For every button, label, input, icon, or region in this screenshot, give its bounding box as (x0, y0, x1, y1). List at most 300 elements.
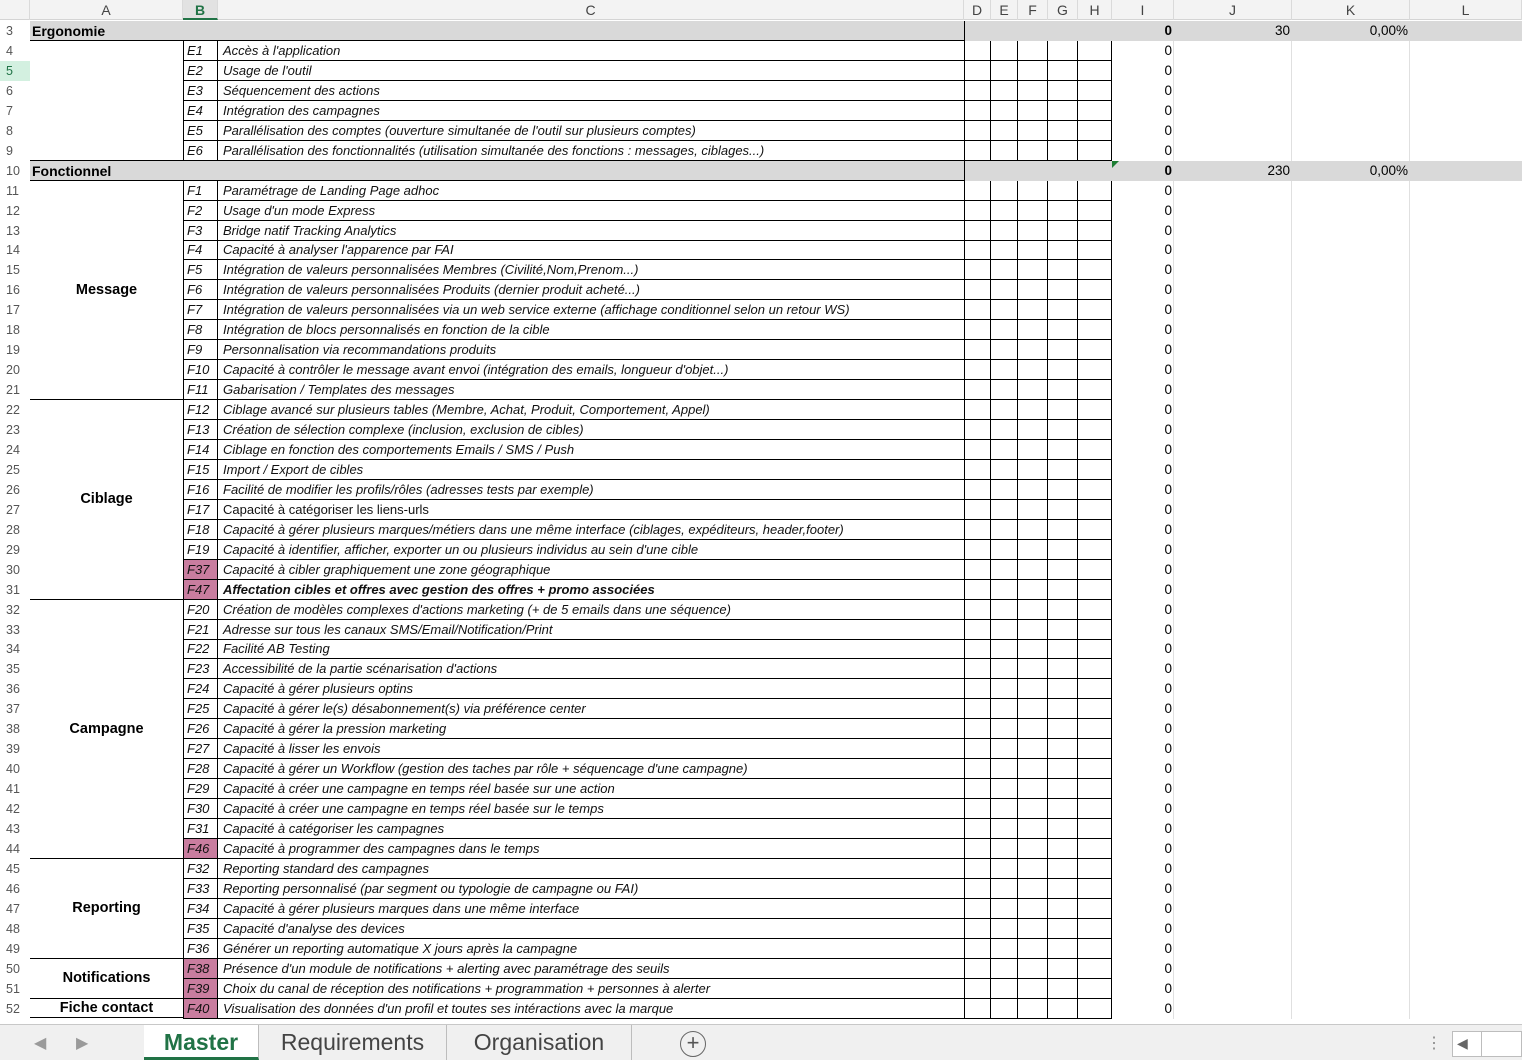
score-cell-g[interactable] (1048, 839, 1078, 859)
score-cell-g[interactable] (1048, 41, 1078, 61)
score-cell-d[interactable] (964, 679, 991, 699)
criteria-code[interactable]: F1 (183, 181, 218, 201)
score-cell-e[interactable] (991, 360, 1018, 380)
criteria-code[interactable]: F11 (183, 380, 218, 400)
score-cell-f[interactable] (1018, 280, 1048, 300)
score-cell-d[interactable] (964, 480, 991, 500)
row-number[interactable]: 35 (0, 659, 30, 679)
criteria-description[interactable]: Capacité à identifier, afficher, exporter un ou plusieurs individus au sein d'une cible (218, 540, 964, 560)
score-cell-e[interactable] (991, 121, 1018, 141)
score-cell-f[interactable] (1018, 460, 1048, 480)
score-cell-e[interactable] (991, 280, 1018, 300)
criteria-description[interactable]: Capacité à gérer la pression marketing (218, 719, 964, 739)
row-number[interactable]: 51 (0, 979, 30, 999)
criteria-description[interactable]: Usage d'un mode Express (218, 201, 964, 221)
score-cell-d[interactable] (964, 380, 991, 400)
score-cell-d[interactable] (964, 839, 991, 859)
score-cell-f[interactable] (1018, 939, 1048, 959)
criteria-score[interactable]: 0 (1164, 940, 1172, 956)
criteria-code[interactable]: F47 (183, 580, 218, 600)
score-cell-h[interactable] (1078, 699, 1112, 719)
score-cell-h[interactable] (1078, 580, 1112, 600)
criteria-score[interactable]: 0 (1164, 102, 1172, 118)
score-cell-d[interactable] (964, 540, 991, 560)
row-number[interactable]: 48 (0, 919, 30, 939)
category-group-cell[interactable]: Message (30, 181, 183, 400)
score-cell-f[interactable] (1018, 520, 1048, 540)
score-cell-h[interactable] (1078, 300, 1112, 320)
criteria-code[interactable]: E4 (183, 101, 218, 121)
score-cell-g[interactable] (1048, 280, 1078, 300)
score-cell-f[interactable] (1018, 181, 1048, 201)
score-cell-d[interactable] (964, 939, 991, 959)
score-cell-g[interactable] (1048, 799, 1078, 819)
score-cell-f[interactable] (1018, 540, 1048, 560)
score-cell-f[interactable] (1018, 719, 1048, 739)
criteria-score[interactable]: 0 (1164, 322, 1172, 338)
score-cell-g[interactable] (1048, 181, 1078, 201)
score-cell-d[interactable] (964, 121, 991, 141)
criteria-code[interactable]: F10 (183, 360, 218, 380)
criteria-code[interactable]: F30 (183, 799, 218, 819)
score-cell-f[interactable] (1018, 61, 1048, 81)
score-cell-e[interactable] (991, 839, 1018, 859)
more-options-icon[interactable]: ⋮ (1426, 1035, 1442, 1052)
category-group-cell[interactable]: Campagne (30, 600, 183, 859)
score-cell-h[interactable] (1078, 939, 1112, 959)
criteria-code[interactable]: F29 (183, 779, 218, 799)
score-cell-d[interactable] (964, 979, 991, 999)
score-cell-e[interactable] (991, 240, 1018, 260)
score-cell-e[interactable] (991, 340, 1018, 360)
score-cell-d[interactable] (964, 280, 991, 300)
criteria-code[interactable]: F14 (183, 440, 218, 460)
score-cell-f[interactable] (1018, 121, 1048, 141)
score-cell-h[interactable] (1078, 41, 1112, 61)
criteria-description[interactable]: Intégration de valeurs personnalisées Produits (dernier produit acheté...) (218, 280, 964, 300)
criteria-score[interactable]: 0 (1164, 920, 1172, 936)
score-cell-e[interactable] (991, 81, 1018, 101)
score-cell-g[interactable] (1048, 639, 1078, 659)
score-cell-g[interactable] (1048, 480, 1078, 500)
criteria-description[interactable]: Capacité à cibler graphiquement une zone géographique (218, 560, 964, 580)
criteria-description[interactable]: Ciblage en fonction des comportements Emails / SMS / Push (218, 440, 964, 460)
score-cell-g[interactable] (1048, 659, 1078, 679)
criteria-description[interactable]: Bridge natif Tracking Analytics (218, 221, 964, 241)
score-cell-h[interactable] (1078, 81, 1112, 101)
score-cell-e[interactable] (991, 141, 1018, 161)
score-cell-g[interactable] (1048, 500, 1078, 520)
score-cell-h[interactable] (1078, 639, 1112, 659)
criteria-description[interactable]: Capacité à analyser l'apparence par FAI (218, 240, 964, 260)
row-number[interactable]: 10 (0, 161, 30, 181)
score-cell-h[interactable] (1078, 999, 1112, 1019)
score-cell-f[interactable] (1018, 101, 1048, 121)
score-cell-f[interactable] (1018, 400, 1048, 420)
row-number[interactable]: 24 (0, 440, 30, 460)
score-cell-d[interactable] (964, 141, 991, 161)
score-cell-f[interactable] (1018, 480, 1048, 500)
score-cell-f[interactable] (1018, 440, 1048, 460)
criteria-score[interactable]: 0 (1164, 880, 1172, 896)
score-cell-d[interactable] (964, 859, 991, 879)
score-cell-g[interactable] (1048, 959, 1078, 979)
row-number[interactable]: 22 (0, 400, 30, 420)
score-cell-h[interactable] (1078, 819, 1112, 839)
score-cell-h[interactable] (1078, 979, 1112, 999)
score-cell-e[interactable] (991, 380, 1018, 400)
score-cell-e[interactable] (991, 260, 1018, 280)
column-header-h[interactable]: H (1078, 0, 1112, 20)
score-cell-e[interactable] (991, 400, 1018, 420)
score-cell-f[interactable] (1018, 959, 1048, 979)
criteria-description[interactable]: Intégration de blocs personnalisés en fonction de la cible (218, 320, 964, 340)
criteria-score[interactable]: 0 (1164, 222, 1172, 238)
score-cell-d[interactable] (964, 500, 991, 520)
criteria-code[interactable]: E3 (183, 81, 218, 101)
score-cell-h[interactable] (1078, 440, 1112, 460)
criteria-score[interactable]: 0 (1164, 681, 1172, 697)
score-cell-g[interactable] (1048, 699, 1078, 719)
score-cell-g[interactable] (1048, 340, 1078, 360)
criteria-code[interactable]: F9 (183, 340, 218, 360)
criteria-score[interactable]: 0 (1164, 741, 1172, 757)
score-cell-f[interactable] (1018, 659, 1048, 679)
score-cell-e[interactable] (991, 201, 1018, 221)
score-cell-h[interactable] (1078, 240, 1112, 260)
score-cell-f[interactable] (1018, 919, 1048, 939)
score-cell-d[interactable] (964, 61, 991, 81)
score-cell-g[interactable] (1048, 560, 1078, 580)
score-cell-d[interactable] (964, 719, 991, 739)
score-cell-g[interactable] (1048, 999, 1078, 1019)
score-cell-e[interactable] (991, 520, 1018, 540)
score-cell-e[interactable] (991, 699, 1018, 719)
score-cell-h[interactable] (1078, 919, 1112, 939)
score-cell-e[interactable] (991, 999, 1018, 1019)
score-cell-f[interactable] (1018, 759, 1048, 779)
criteria-description[interactable]: Capacité à gérer plusieurs marques/métiers dans une même interface (ciblages, expéditeurs, header,footer) (218, 520, 964, 540)
score-cell-d[interactable] (964, 101, 991, 121)
criteria-score[interactable]: 0 (1164, 521, 1172, 537)
criteria-score[interactable]: 0 (1164, 721, 1172, 737)
criteria-description[interactable]: Ciblage avancé sur plusieurs tables (Membre, Achat, Produit, Comportement, Appel) (218, 400, 964, 420)
row-number[interactable]: 14 (0, 240, 30, 260)
score-cell-e[interactable] (991, 540, 1018, 560)
score-cell-h[interactable] (1078, 620, 1112, 640)
criteria-description[interactable]: Création de modèles complexes d'actions marketing (+ de 5 emails dans une séquence) (218, 600, 964, 620)
category-group-cell[interactable]: Fiche contact (30, 999, 183, 1019)
score-cell-h[interactable] (1078, 61, 1112, 81)
tab-master[interactable]: Master (144, 1025, 259, 1060)
score-cell-d[interactable] (964, 600, 991, 620)
criteria-code[interactable]: F38 (183, 959, 218, 979)
score-cell-e[interactable] (991, 679, 1018, 699)
score-cell-g[interactable] (1048, 939, 1078, 959)
score-cell-e[interactable] (991, 221, 1018, 241)
score-cell-h[interactable] (1078, 500, 1112, 520)
criteria-score[interactable]: 0 (1164, 242, 1172, 258)
score-cell-f[interactable] (1018, 141, 1048, 161)
row-number[interactable]: 32 (0, 600, 30, 620)
score-cell-h[interactable] (1078, 360, 1112, 380)
score-cell-e[interactable] (991, 719, 1018, 739)
row-number[interactable]: 6 (0, 81, 30, 101)
criteria-score[interactable]: 0 (1164, 282, 1172, 298)
score-cell-d[interactable] (964, 959, 991, 979)
score-cell-d[interactable] (964, 739, 991, 759)
score-cell-g[interactable] (1048, 580, 1078, 600)
criteria-score[interactable]: 0 (1164, 441, 1172, 457)
score-cell-g[interactable] (1048, 460, 1078, 480)
criteria-code[interactable]: F12 (183, 400, 218, 420)
criteria-score[interactable]: 0 (1164, 422, 1172, 437)
score-cell-e[interactable] (991, 320, 1018, 340)
criteria-description[interactable]: Paramétrage de Landing Page adhoc (218, 181, 964, 201)
criteria-code[interactable]: F15 (183, 460, 218, 480)
criteria-score[interactable]: 0 (1164, 840, 1172, 856)
score-cell-g[interactable] (1048, 440, 1078, 460)
row-number[interactable]: 15 (0, 260, 30, 280)
score-cell-h[interactable] (1078, 859, 1112, 879)
score-cell-d[interactable] (964, 799, 991, 819)
criteria-score[interactable]: 0 (1164, 641, 1172, 657)
row-number[interactable]: 27 (0, 500, 30, 520)
row-number[interactable]: 44 (0, 839, 30, 859)
criteria-description[interactable]: Usage de l'outil (218, 61, 964, 81)
score-cell-e[interactable] (991, 101, 1018, 121)
tab-scroll-right-icon[interactable]: ▶ (76, 1035, 89, 1052)
criteria-score[interactable]: 0 (1164, 362, 1172, 378)
score-cell-d[interactable] (964, 460, 991, 480)
score-cell-g[interactable] (1048, 819, 1078, 839)
row-number[interactable]: 38 (0, 719, 30, 739)
criteria-code[interactable]: F8 (183, 320, 218, 340)
criteria-score[interactable]: 0 (1164, 761, 1172, 777)
criteria-description[interactable]: Visualisation des données d'un profil et toutes ses intéractions avec la marque (218, 999, 964, 1019)
score-cell-g[interactable] (1048, 859, 1078, 879)
score-cell-e[interactable] (991, 460, 1018, 480)
score-cell-h[interactable] (1078, 400, 1112, 420)
row-number[interactable]: 40 (0, 759, 30, 779)
criteria-description[interactable]: Parallélisation des comptes (ouverture simultanée de l'outil sur plusieurs comptes) (218, 121, 964, 141)
criteria-code[interactable]: F7 (183, 300, 218, 320)
criteria-description[interactable]: Capacité à gérer un Workflow (gestion des taches par rôle + séquencage d'une campagne) (218, 759, 964, 779)
score-cell-h[interactable] (1078, 899, 1112, 919)
row-number[interactable]: 3 (0, 21, 30, 41)
criteria-score[interactable]: 0 (1164, 402, 1172, 418)
score-cell-d[interactable] (964, 440, 991, 460)
score-cell-g[interactable] (1048, 81, 1078, 101)
criteria-code[interactable]: F40 (183, 999, 218, 1019)
score-cell-f[interactable] (1018, 600, 1048, 620)
score-cell-e[interactable] (991, 420, 1018, 440)
score-cell-f[interactable] (1018, 340, 1048, 360)
row-number[interactable]: 30 (0, 560, 30, 580)
score-cell-f[interactable] (1018, 300, 1048, 320)
score-cell-g[interactable] (1048, 719, 1078, 739)
row-number[interactable]: 47 (0, 899, 30, 919)
criteria-description[interactable]: Séquencement des actions (218, 81, 964, 101)
criteria-score[interactable]: 0 (1164, 561, 1172, 577)
criteria-code[interactable]: F24 (183, 679, 218, 699)
row-number[interactable]: 41 (0, 779, 30, 799)
criteria-code[interactable]: E5 (183, 121, 218, 141)
criteria-code[interactable]: F16 (183, 480, 218, 500)
criteria-description[interactable]: Gabarisation / Templates des messages (218, 380, 964, 400)
criteria-score[interactable]: 0 (1164, 821, 1172, 836)
criteria-description[interactable]: Générer un reporting automatique X jours après la campagne (218, 939, 964, 959)
criteria-code[interactable]: F36 (183, 939, 218, 959)
score-cell-e[interactable] (991, 859, 1018, 879)
criteria-description[interactable]: Capacité à gérer plusieurs marques dans une même interface (218, 899, 964, 919)
score-cell-e[interactable] (991, 480, 1018, 500)
criteria-description[interactable]: Parallélisation des fonctionnalités (utilisation simultanée des fonctions : messages, ciblages...) (218, 141, 964, 161)
score-cell-d[interactable] (964, 699, 991, 719)
score-cell-g[interactable] (1048, 61, 1078, 81)
row-number[interactable]: 49 (0, 939, 30, 959)
score-cell-f[interactable] (1018, 819, 1048, 839)
criteria-code[interactable]: F21 (183, 620, 218, 640)
score-cell-f[interactable] (1018, 420, 1048, 440)
criteria-description[interactable]: Personnalisation via recommandations produits (218, 340, 964, 360)
criteria-code[interactable]: F20 (183, 600, 218, 620)
criteria-score[interactable]: 0 (1164, 661, 1172, 677)
criteria-code[interactable]: F39 (183, 979, 218, 999)
criteria-description[interactable]: Intégration de valeurs personnalisées via un web service externe (affichage conditionnel selon un retour WS) (218, 300, 964, 320)
tab-scroll-left-icon[interactable]: ◀ (34, 1035, 47, 1052)
row-number[interactable]: 18 (0, 320, 30, 340)
score-cell-g[interactable] (1048, 620, 1078, 640)
score-cell-f[interactable] (1018, 699, 1048, 719)
criteria-score[interactable]: 0 (1164, 182, 1172, 198)
criteria-code[interactable]: F33 (183, 879, 218, 899)
row-number[interactable]: 39 (0, 739, 30, 759)
category-group-cell[interactable]: Reporting (30, 859, 183, 959)
row-number[interactable]: 12 (0, 201, 30, 221)
criteria-description[interactable]: Intégration des campagnes (218, 101, 964, 121)
add-sheet-icon[interactable]: + (680, 1031, 706, 1057)
criteria-score[interactable]: 0 (1164, 501, 1172, 517)
row-number[interactable]: 19 (0, 340, 30, 360)
score-cell-e[interactable] (991, 580, 1018, 600)
score-cell-e[interactable] (991, 61, 1018, 81)
criteria-code[interactable]: F26 (183, 719, 218, 739)
criteria-description[interactable]: Import / Export de cibles (218, 460, 964, 480)
category-group-cell[interactable]: Ciblage (30, 400, 183, 600)
criteria-code[interactable]: E1 (183, 41, 218, 61)
score-cell-g[interactable] (1048, 600, 1078, 620)
score-cell-g[interactable] (1048, 380, 1078, 400)
criteria-score[interactable]: 0 (1164, 801, 1172, 817)
category-group-cell[interactable] (30, 41, 183, 161)
criteria-code[interactable]: F34 (183, 899, 218, 919)
score-cell-h[interactable] (1078, 739, 1112, 759)
criteria-score[interactable]: 0 (1164, 860, 1172, 876)
criteria-score[interactable]: 0 (1164, 342, 1172, 358)
score-cell-f[interactable] (1018, 779, 1048, 799)
score-cell-e[interactable] (991, 560, 1018, 580)
score-cell-f[interactable] (1018, 839, 1048, 859)
criteria-code[interactable]: F23 (183, 659, 218, 679)
criteria-code[interactable]: F31 (183, 819, 218, 839)
score-cell-e[interactable] (991, 939, 1018, 959)
criteria-description[interactable]: Accessibilité de la partie scénarisation d'actions (218, 659, 964, 679)
score-cell-h[interactable] (1078, 799, 1112, 819)
score-cell-g[interactable] (1048, 201, 1078, 221)
score-cell-e[interactable] (991, 600, 1018, 620)
row-number[interactable]: 50 (0, 959, 30, 979)
row-number[interactable]: 43 (0, 819, 30, 839)
score-cell-h[interactable] (1078, 141, 1112, 161)
score-cell-f[interactable] (1018, 81, 1048, 101)
score-cell-g[interactable] (1048, 240, 1078, 260)
score-cell-h[interactable] (1078, 320, 1112, 340)
score-cell-d[interactable] (964, 899, 991, 919)
score-cell-f[interactable] (1018, 360, 1048, 380)
row-number[interactable]: 13 (0, 221, 30, 241)
row-number[interactable]: 8 (0, 121, 30, 141)
row-number[interactable]: 46 (0, 879, 30, 899)
criteria-code[interactable]: F18 (183, 520, 218, 540)
score-cell-g[interactable] (1048, 260, 1078, 280)
criteria-description[interactable]: Reporting standard des campagnes (218, 859, 964, 879)
score-cell-e[interactable] (991, 739, 1018, 759)
criteria-description[interactable]: Intégration de valeurs personnalisées Membres (Civilité,Nom,Prenom...) (218, 260, 964, 280)
score-cell-h[interactable] (1078, 181, 1112, 201)
score-cell-h[interactable] (1078, 380, 1112, 400)
score-cell-d[interactable] (964, 260, 991, 280)
score-cell-g[interactable] (1048, 899, 1078, 919)
criteria-description[interactable]: Création de sélection complexe (inclusion, exclusion de cibles) (218, 420, 964, 440)
criteria-description[interactable]: Facilité AB Testing (218, 639, 964, 659)
column-header-l[interactable]: L (1410, 0, 1522, 20)
score-cell-d[interactable] (964, 580, 991, 600)
criteria-description[interactable]: Capacité à gérer le(s) désabonnement(s) via préférence center (218, 699, 964, 719)
score-cell-h[interactable] (1078, 560, 1112, 580)
score-cell-h[interactable] (1078, 879, 1112, 899)
criteria-code[interactable]: F46 (183, 839, 218, 859)
criteria-description[interactable]: Capacité à créer une campagne en temps réel basée sur le temps (218, 799, 964, 819)
score-cell-d[interactable] (964, 201, 991, 221)
score-cell-h[interactable] (1078, 540, 1112, 560)
criteria-score[interactable]: 0 (1164, 122, 1172, 138)
criteria-score[interactable]: 0 (1164, 900, 1172, 916)
row-number[interactable]: 36 (0, 679, 30, 699)
score-cell-g[interactable] (1048, 979, 1078, 999)
criteria-score[interactable]: 0 (1164, 302, 1172, 318)
criteria-description[interactable]: Choix du canal de réception des notifications + programmation + personnes à alerter (218, 979, 964, 999)
criteria-score[interactable]: 0 (1164, 62, 1172, 78)
score-cell-e[interactable] (991, 979, 1018, 999)
score-cell-d[interactable] (964, 779, 991, 799)
score-cell-f[interactable] (1018, 639, 1048, 659)
category-group-cell[interactable]: Notifications (30, 959, 183, 999)
criteria-score[interactable]: 0 (1164, 461, 1172, 477)
score-cell-e[interactable] (991, 959, 1018, 979)
row-number[interactable]: 52 (0, 999, 30, 1019)
row-number[interactable]: 34 (0, 639, 30, 659)
row-number[interactable]: 42 (0, 799, 30, 819)
score-cell-e[interactable] (991, 759, 1018, 779)
row-number[interactable]: 4 (0, 41, 30, 61)
score-cell-g[interactable] (1048, 320, 1078, 340)
criteria-code[interactable]: F27 (183, 739, 218, 759)
column-header-c[interactable]: C (218, 0, 964, 20)
row-number[interactable]: 16 (0, 280, 30, 300)
score-cell-f[interactable] (1018, 799, 1048, 819)
score-cell-d[interactable] (964, 639, 991, 659)
